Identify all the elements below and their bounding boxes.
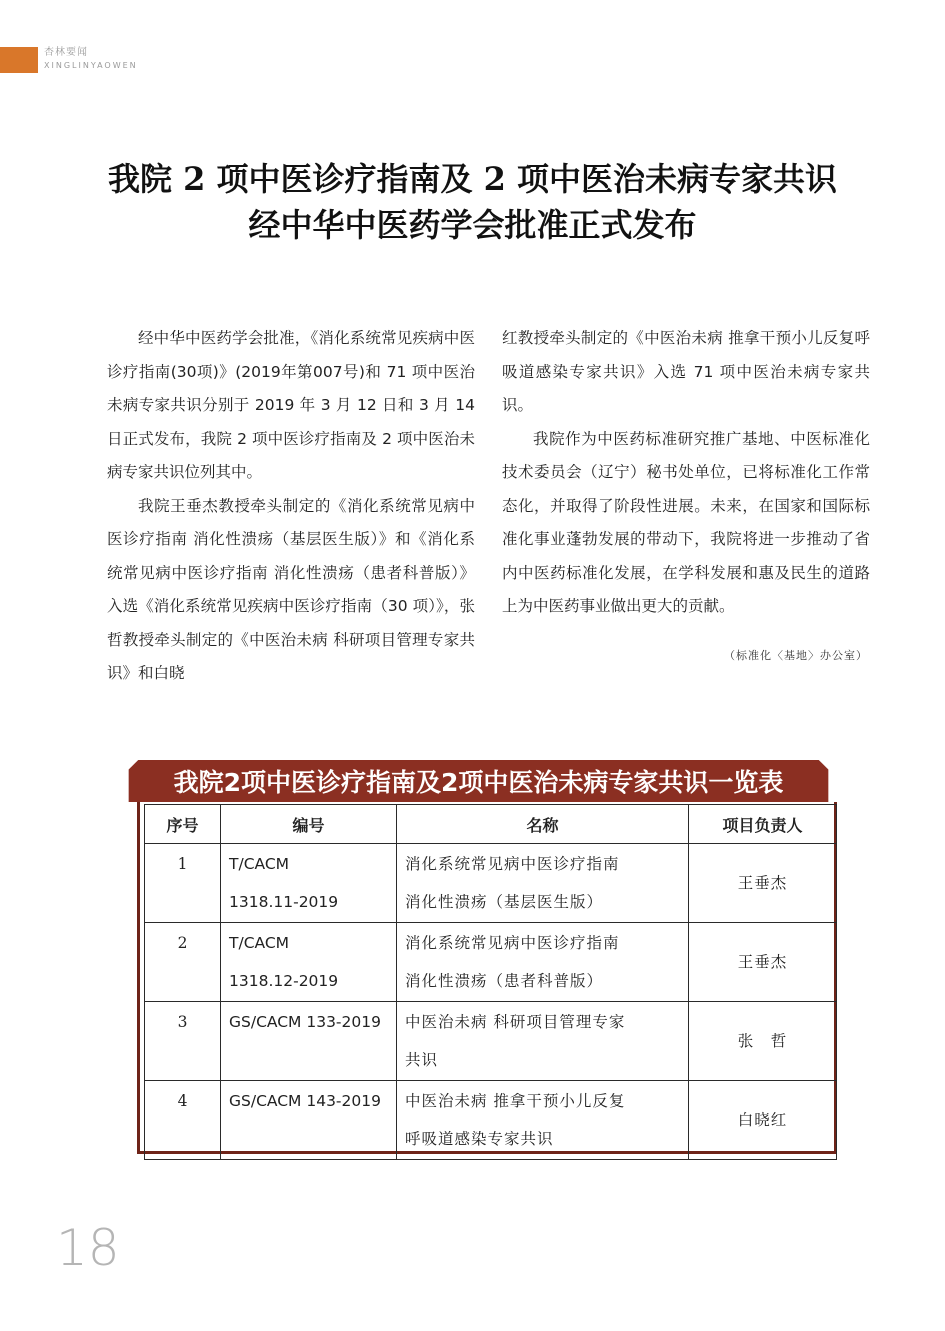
- article-title-line-2: 经中华中医药学会批准正式发布: [248, 206, 697, 244]
- code-line: 1318.11-2019: [229, 893, 339, 911]
- table-body: [137, 802, 837, 1154]
- cell-code: [221, 844, 397, 923]
- cell-name: [397, 923, 689, 1002]
- section-name-en: XINGLINYAOWEN: [44, 61, 138, 70]
- table-row: [145, 1002, 837, 1081]
- paragraph: 经中华中医药学会批准，《消化系统常见疾病中医诊疗指南(30项)》(2019年第007号)和 71 项中医治未病专家共识分别于 2019 年 3 月 12 日和 3 月 14 日正式发布，我院 2 项中医诊疗指南及 2 项中医治未病专家共识位列其中。: [107, 329, 475, 481]
- page-number: 18: [56, 1219, 120, 1277]
- table-title: 我院2项中医诊疗指南及2项中医治未病专家共识一览表: [173, 768, 784, 797]
- guideline-table: [144, 804, 837, 1160]
- cell-serial: 1: [145, 844, 221, 923]
- code-line: T/CACM: [229, 934, 290, 952]
- cell-lead: 张 哲: [689, 1002, 837, 1081]
- code-line: GS/CACM 143-2019: [229, 1092, 381, 1110]
- name-line: 中医治未病 科研项目管理专家: [405, 1013, 626, 1031]
- table-row: [145, 923, 837, 1002]
- cell-name: [397, 1002, 689, 1081]
- paragraph: 我院王垂杰教授牵头制定的《消化系统常见病中医诊疗指南 消化性溃疡（基层医生版）》和《消化系统常见病中医诊疗指南 消化性溃疡（患者科普版）》入选《消化系统常见疾病中医诊疗指南（30 项）》，张哲教授牵头制定的《中医治未病 科研项目管理专家共识》和白晓: [107, 496, 475, 682]
- name-line: 消化系统常见病中医诊疗指南: [405, 855, 620, 873]
- header-serial: 序号: [145, 805, 221, 844]
- summary-table-panel: [112, 760, 845, 1158]
- table-row: [145, 1081, 837, 1160]
- header-lead: 项目负责人: [689, 805, 837, 844]
- table-row: [145, 844, 837, 923]
- cell-serial: 2: [145, 923, 221, 1002]
- article-title-line-1: 我院 2 项中医诊疗指南及 2 项中医治未病专家共识: [107, 160, 838, 198]
- name-line: 消化性溃疡（患者科普版）: [405, 972, 604, 990]
- name-line: 中医治未病 推拿干预小儿反复: [405, 1092, 626, 1110]
- section-color-tab: [0, 47, 38, 73]
- code-line: T/CACM: [229, 855, 290, 873]
- name-line: 共识: [405, 1051, 439, 1069]
- name-line: 消化性溃疡（基层医生版）: [405, 893, 604, 911]
- cell-code: [221, 1002, 397, 1081]
- author-signature: （标准化〈基地〉办公室）: [724, 649, 868, 662]
- cell-code: [221, 923, 397, 1002]
- table-header-row: [145, 805, 837, 844]
- name-line: 呼吸道感染专家共识: [405, 1130, 554, 1148]
- cell-lead: 王垂杰: [689, 844, 837, 923]
- body-column-left: [107, 322, 475, 691]
- cell-serial: 4: [145, 1081, 221, 1160]
- paragraph: 我院作为中医药标准研究推广基地、中医标准化技术委员会（辽宁）秘书处单位，已将标准化工作常态化，并取得了阶段性进展。未来，在国家和国际标准化事业蓬勃发展的带动下，我院将进一步推动了省内中医药标准化发展，在学科发展和惠及民生的道路上为中医药事业做出更大的贡献。: [502, 429, 870, 615]
- section-name-cn: 杏林要闻: [44, 47, 88, 58]
- section-header: [44, 46, 138, 72]
- cell-lead: 白晓红: [689, 1081, 837, 1160]
- name-line: 消化系统常见病中医诊疗指南: [405, 934, 620, 952]
- cell-code: [221, 1081, 397, 1160]
- paragraph: 红教授牵头制定的《中医治未病 推拿干预小儿反复呼吸道感染专家共识》入选 71 项中医治未病专家共识。: [502, 329, 870, 414]
- code-line: 1318.12-2019: [229, 972, 339, 990]
- header-code: 编号: [221, 805, 397, 844]
- cell-name: [397, 844, 689, 923]
- body-column-right: [502, 322, 870, 624]
- header-name: 名称: [397, 805, 689, 844]
- cell-lead: 王垂杰: [689, 923, 837, 1002]
- code-line: GS/CACM 133-2019: [229, 1013, 381, 1031]
- cell-serial: 3: [145, 1002, 221, 1081]
- cell-name: [397, 1081, 689, 1160]
